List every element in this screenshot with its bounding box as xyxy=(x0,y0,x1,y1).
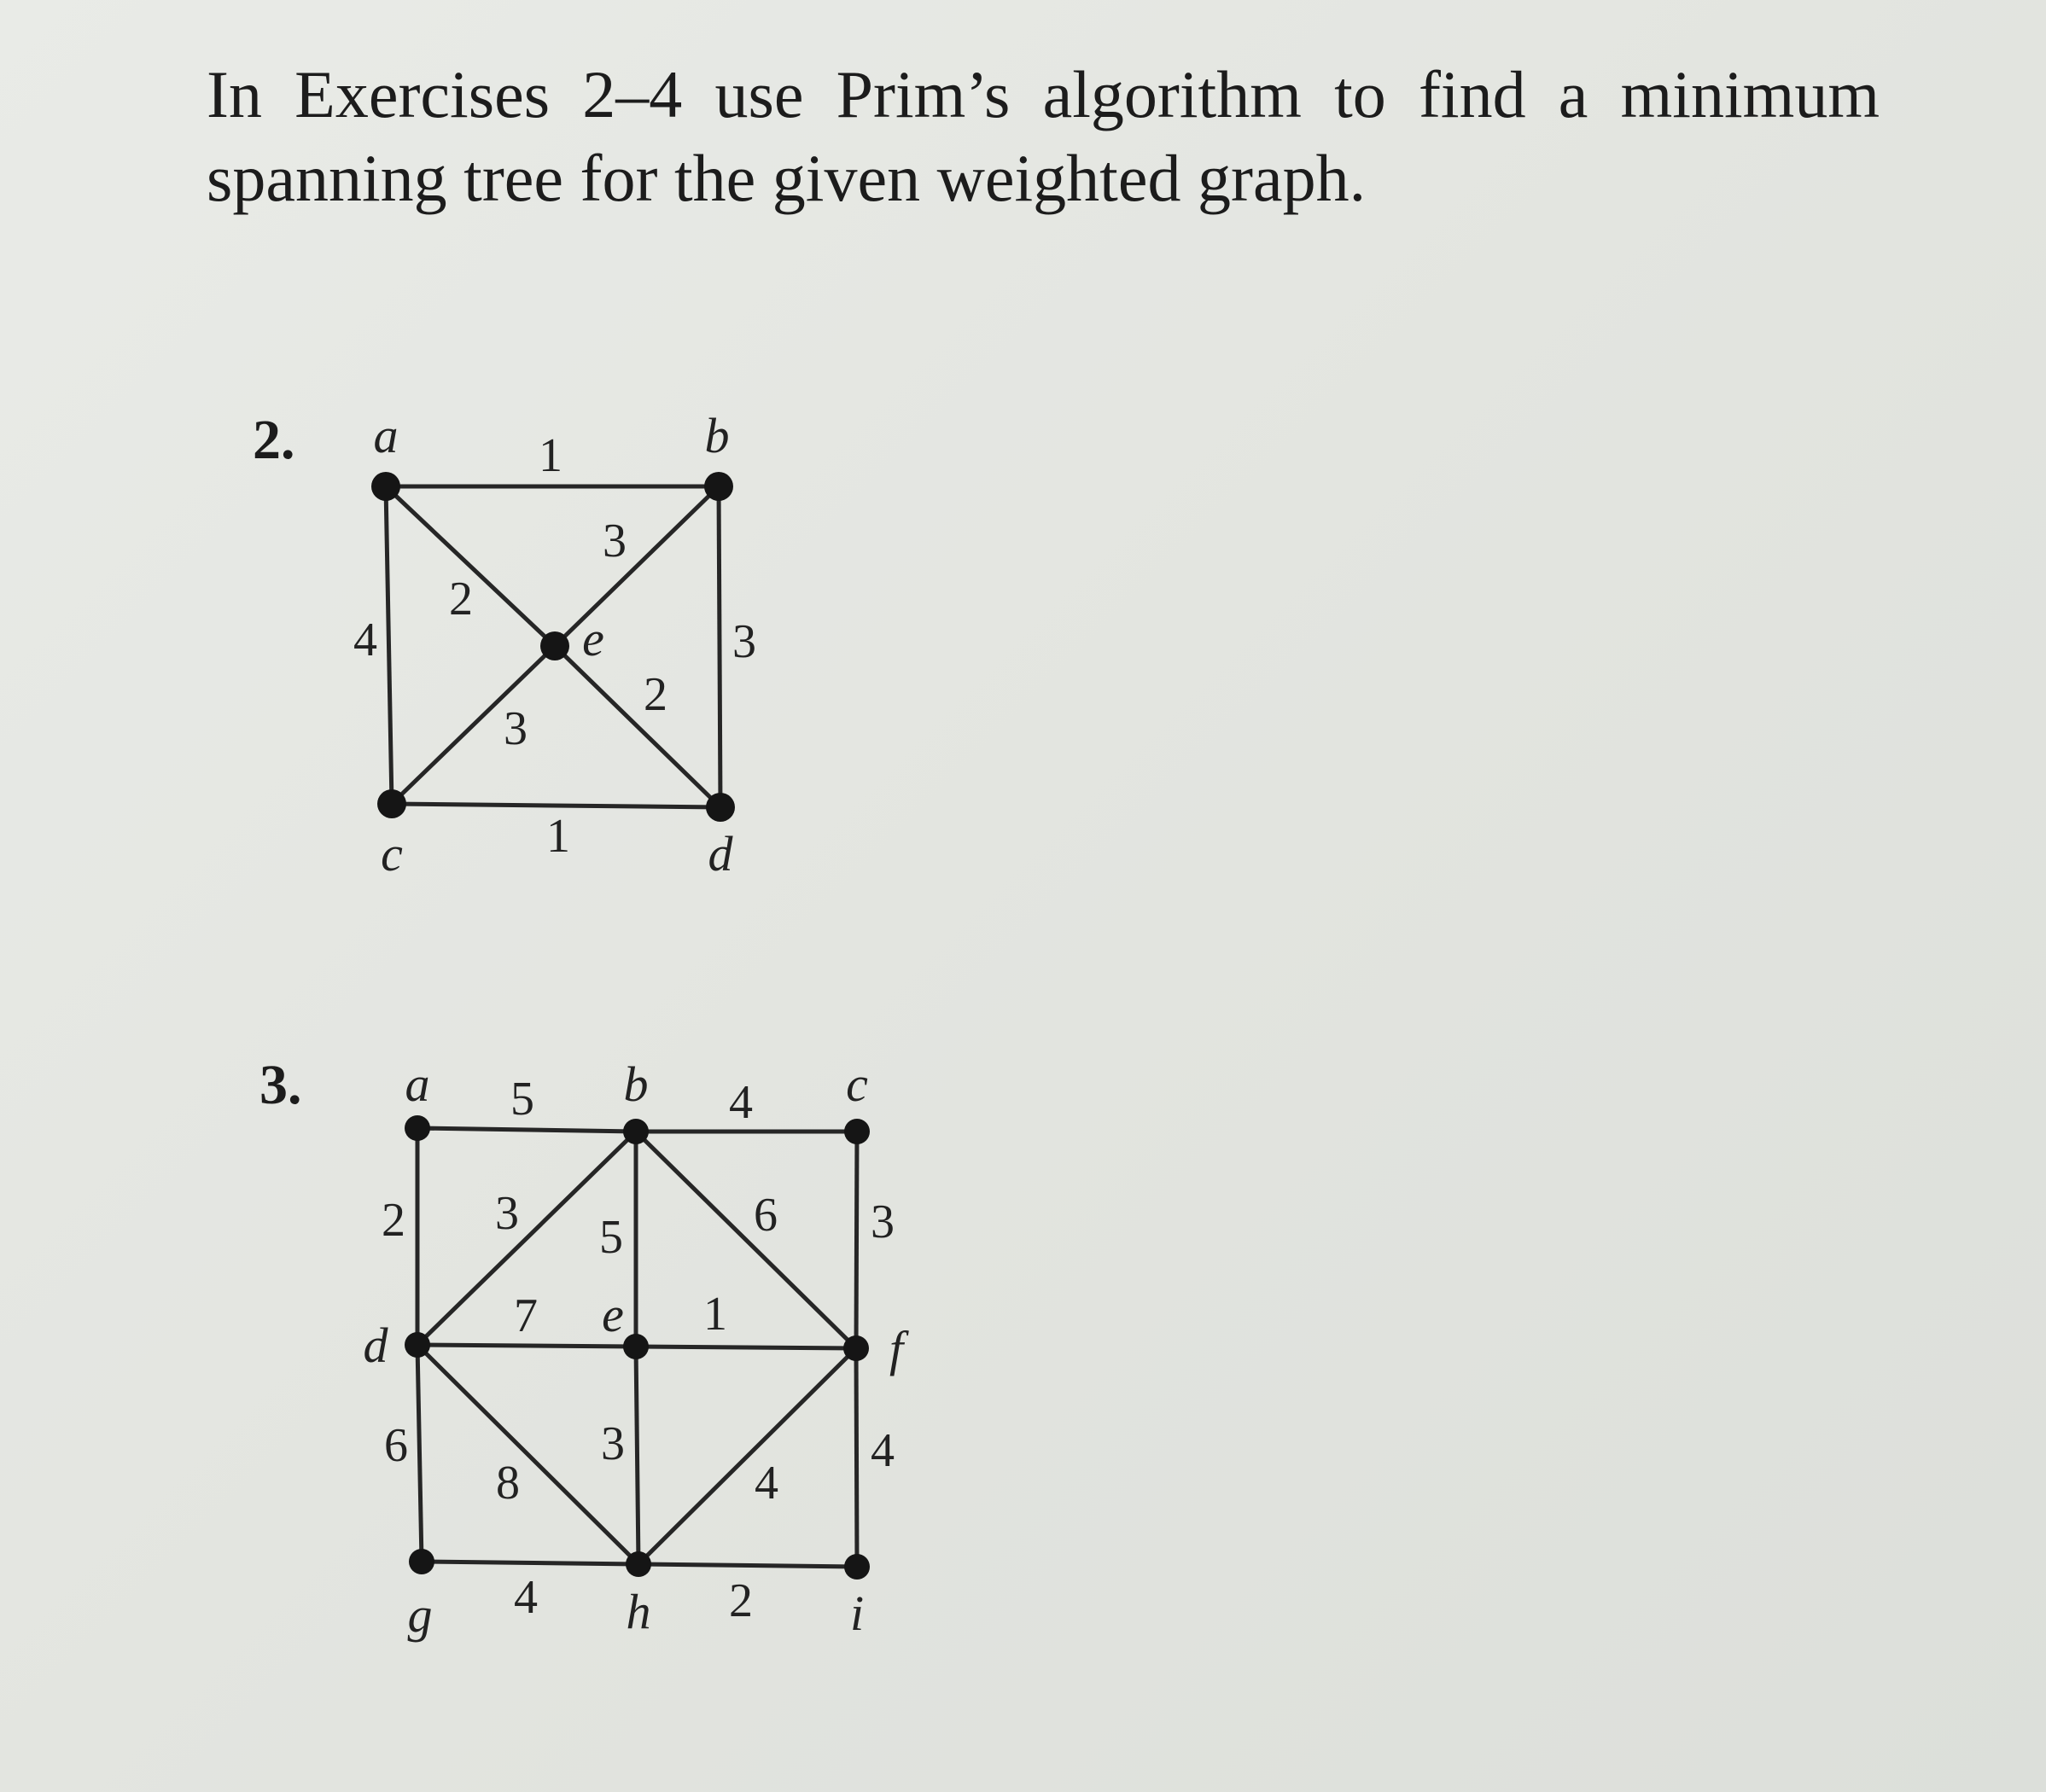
ex3-vertex-label-a: a xyxy=(405,1056,430,1112)
ex3-weight-e-f: 1 xyxy=(703,1288,727,1341)
ex3-vertex-label-e: e xyxy=(602,1287,624,1342)
ex3-vertex-i xyxy=(844,1554,870,1580)
ex3-edge-b-f xyxy=(636,1132,856,1348)
ex3-vertex-a xyxy=(405,1115,430,1141)
ex2-vertex-label-a: a xyxy=(373,408,399,463)
ex3-edge-d-g xyxy=(417,1345,422,1562)
ex3-weight-a-b: 5 xyxy=(510,1073,534,1126)
ex3-vertex-label-g: g xyxy=(407,1587,433,1643)
ex3-vertex-label-h: h xyxy=(626,1584,651,1639)
ex2-weight-e-c: 3 xyxy=(504,702,528,755)
ex2-vertex-label-e: e xyxy=(582,611,604,666)
ex3-weight-b-c: 4 xyxy=(729,1076,753,1129)
ex2-weight-a-c: 4 xyxy=(353,614,377,666)
ex3-vertex-label-i: i xyxy=(849,1585,865,1641)
ex3-vertex-b xyxy=(623,1119,649,1144)
ex2-weight-c-d: 1 xyxy=(546,810,570,863)
ex2-vertex-label-b: b xyxy=(704,408,730,463)
ex3-vertex-label-f: f xyxy=(889,1321,904,1376)
ex3-vertex-d xyxy=(405,1332,430,1358)
ex3-edge-f-i xyxy=(856,1348,857,1567)
ex3-weight-c-f: 3 xyxy=(871,1196,895,1248)
ex3-edge-a-b xyxy=(417,1128,636,1132)
exercise-2-number: 2. xyxy=(253,409,295,471)
ex3-vertex-label-b: b xyxy=(623,1056,649,1112)
ex3-weight-d-g: 6 xyxy=(384,1419,408,1472)
ex2-weight-a-e: 2 xyxy=(449,573,473,625)
ex3-edge-h-i xyxy=(638,1564,857,1567)
ex3-weight-b-f: 6 xyxy=(754,1189,778,1242)
ex3-weight-h-i: 2 xyxy=(729,1574,753,1627)
ex3-vertex-g xyxy=(409,1549,434,1574)
ex3-edge-g-h xyxy=(422,1562,638,1564)
ex2-weight-e-d: 2 xyxy=(644,668,667,721)
ex3-weight-f-h: 4 xyxy=(755,1457,778,1510)
exercise-3-number: 3. xyxy=(259,1054,302,1116)
ex3-weight-f-i: 4 xyxy=(871,1424,895,1477)
ex3-edge-d-e xyxy=(417,1345,636,1347)
ex3-weight-d-h: 8 xyxy=(496,1457,520,1510)
ex3-edge-f-h xyxy=(638,1348,856,1564)
ex3-weight-b-e: 5 xyxy=(599,1211,623,1264)
ex2-weight-a-b: 1 xyxy=(539,429,563,482)
ex3-vertex-h xyxy=(626,1551,651,1577)
ex3-weight-e-h: 3 xyxy=(601,1417,625,1470)
ex3-weight-d-e: 7 xyxy=(514,1289,538,1342)
ex3-edge-c-f xyxy=(856,1132,857,1348)
ex2-vertex-label-c: c xyxy=(381,826,403,881)
ex3-vertex-c xyxy=(844,1119,870,1144)
ex2-weight-b-d: 3 xyxy=(732,615,756,668)
ex2-weight-b-e: 3 xyxy=(603,515,627,567)
exercise-instructions: In Exercises 2–4 use Prim’s algorithm to find a minimum spanning tree for the given weighted graph. xyxy=(207,57,1880,215)
ex3-vertex-label-c: c xyxy=(846,1056,868,1112)
ex3-weight-d-b: 3 xyxy=(495,1187,519,1240)
ex3-weight-g-h: 4 xyxy=(514,1571,538,1624)
ex3-vertex-label-d: d xyxy=(363,1318,388,1373)
ex3-edge-e-h xyxy=(636,1347,638,1564)
ex3-vertex-e xyxy=(623,1334,649,1359)
ex2-vertex-label-d: d xyxy=(708,826,733,881)
ex3-edge-e-f xyxy=(636,1347,856,1348)
ex3-vertex-f xyxy=(843,1335,869,1361)
ex3-weight-a-d: 2 xyxy=(382,1194,405,1247)
